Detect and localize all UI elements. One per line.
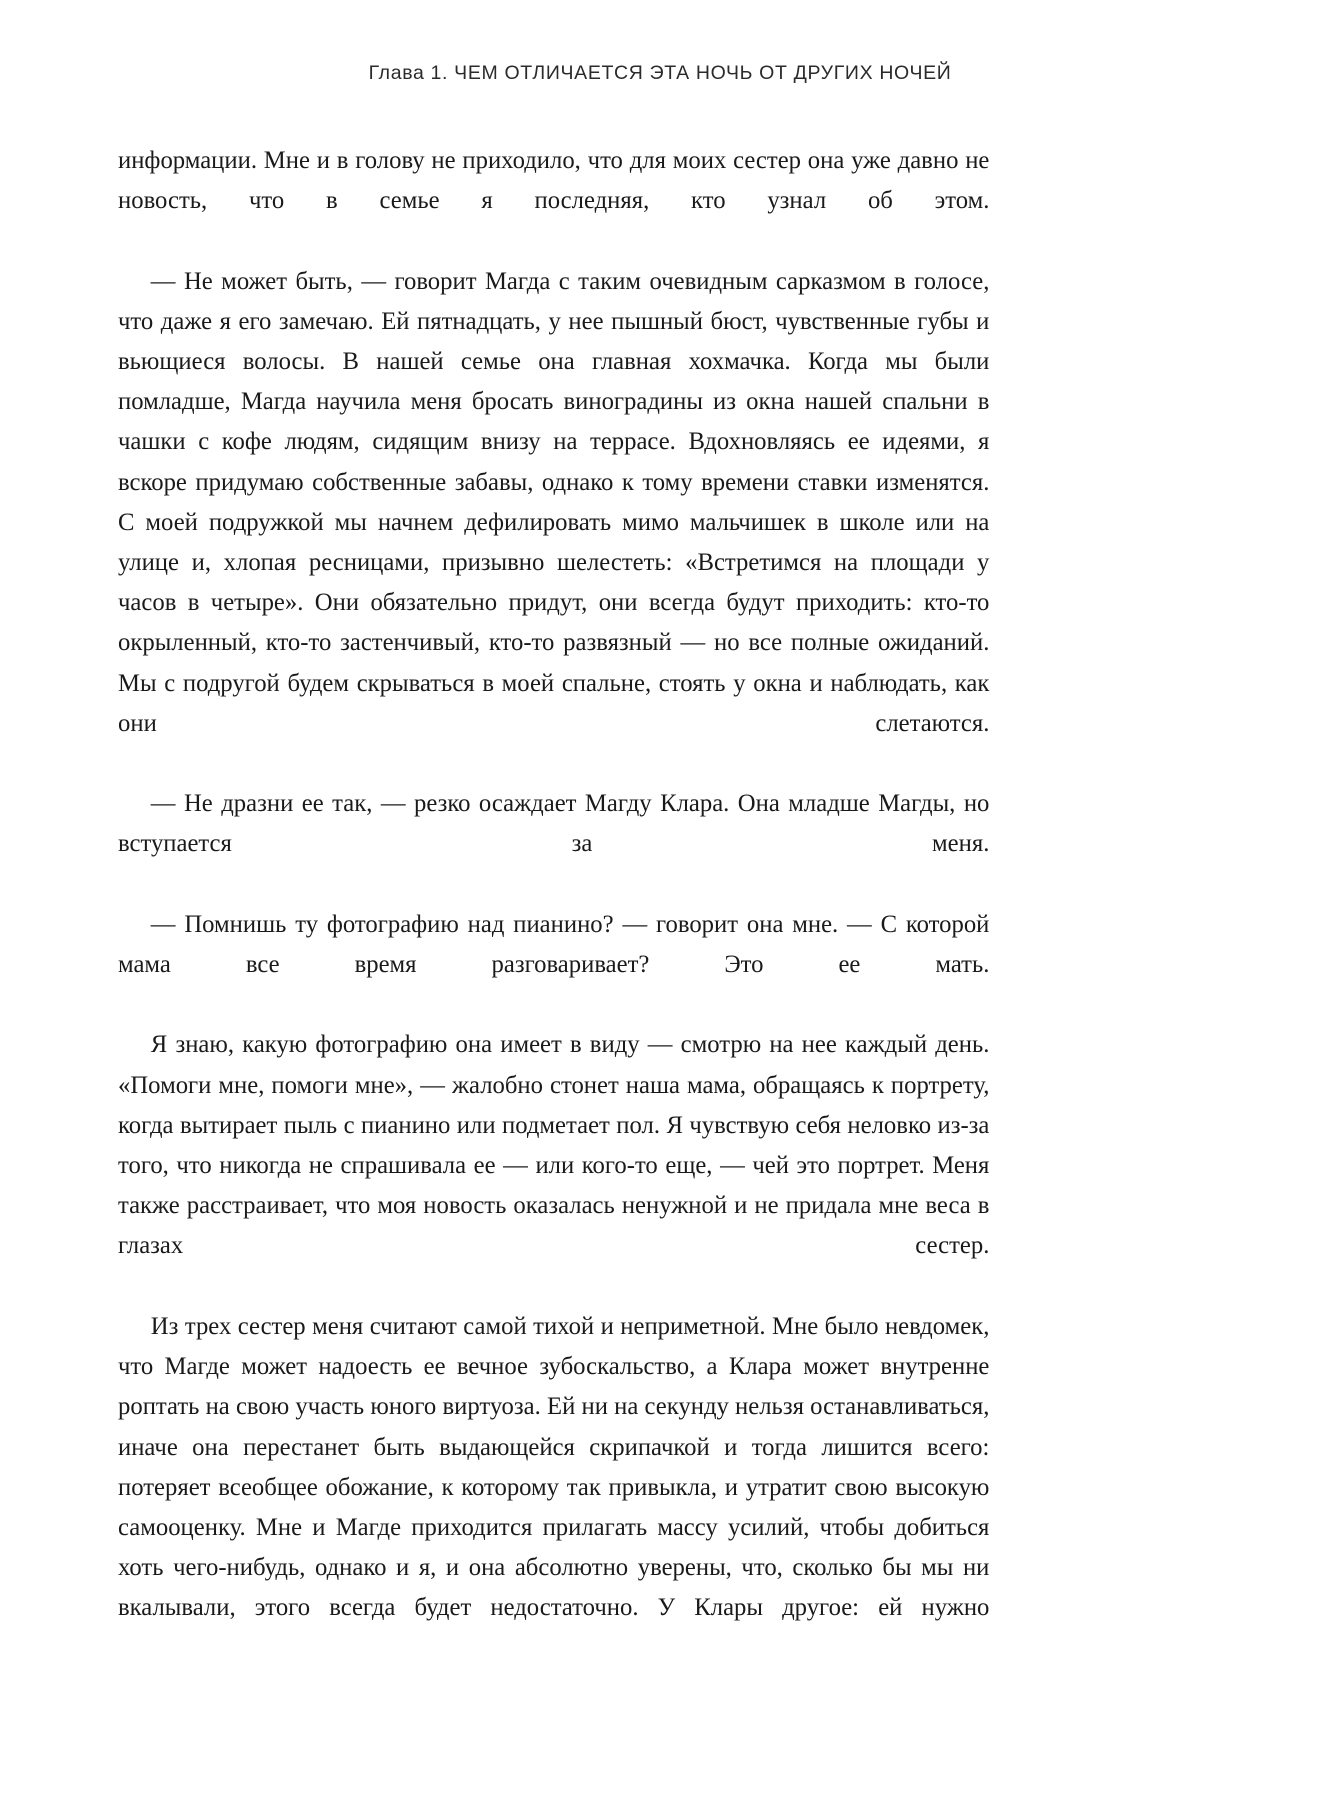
paragraph-4: — Помнишь ту фотографию над пианино? — говорит она мне. — С которой мама все время разговаривает? Это ее мать.: [118, 908, 990, 979]
paragraph-1: информации. Мне и в голову не приходило, что для моих сестер она уже давно не новость, что в семье я последняя, кто узнал об этом.: [118, 145, 990, 215]
paragraph-3: — Не дразни ее так, — резко осаждает Магду Клара. Она младше Магды, но вступается за меня.: [118, 788, 990, 858]
paragraph-6: Из трех сестер меня считают самой тихой и неприметной. Мне было невдомек, что Магде может надоесть ее вечное зубоскальство, а Клара может внутренне роптать на свою участь юного виртуоза. Ей ни на секунду нельзя останавливаться, иначе она перестанет быть выдающейся скрипачкой и тогда лишится всего: потеряет всеобщее обожание, к которому так привыкла, и утратит свою высокую самооценку. Мне и Магде приходится прилагать массу усилий, чтобы добиться хоть чего-нибудь, однако и я, и она абсолютно уверены, что, сколько бы мы ни вкалывали, этого всегда будет недостаточно. У Клары другое: ей нужно: [118, 1310, 990, 1622]
paragraph-2: — Не может быть, — говорит Магда с таким очевидным сарказмом в голосе, что даже я его замечаю. Ей пятнадцать, у нее пышный бюст, чувственные губы и вьющиеся волосы. В нашей семье она главная хохмачка. Когда мы были помладше, Магда научила меня бросать виноградины из окна нашей спальни в чашки с кофе людям, сидящим внизу на террасе. Вдохновляясь ее идеями, я вскоре придумаю собственные забавы, однако к тому времени ставки изменятся. С моей подружкой мы начнем дефилировать мимо мальчишек в школе или на улице и, хлопая ресницами, призывно шелестеть: «Встретимся на площади у часов в четыре». Они обязательно придут, они всегда будут приходить: кто-то окрыленный, кто-то застенчивый, кто-то развязный — но все полные ожиданий. Мы с подругой будем скрываться в моей спальне, стоять у окна и наблюдать, как они слетаются.: [118, 265, 990, 737]
text-column: [118, 140, 990, 1668]
paragraph-5: Я знаю, какую фотографию она имеет в виду — смотрю на нее каждый день. «Помоги мне, помоги мне», — жалобно стонет наша мама, обращаясь к портрету, когда вытирает пыль с пианино или подметает пол. Я чувствую себя неловко из-за того, что никогда не спрашивала ее — или кого-то еще, — чей это портрет. Меня также расстраивает, что моя новость оказалась ненужной и не придала мне веса в глазах сестер.: [118, 1029, 990, 1260]
running-header: Глава 1. ЧЕМ ОТЛИЧАЕТСЯ ЭТА НОЧЬ ОТ ДРУГИХ НОЧЕЙ: [368, 62, 952, 84]
